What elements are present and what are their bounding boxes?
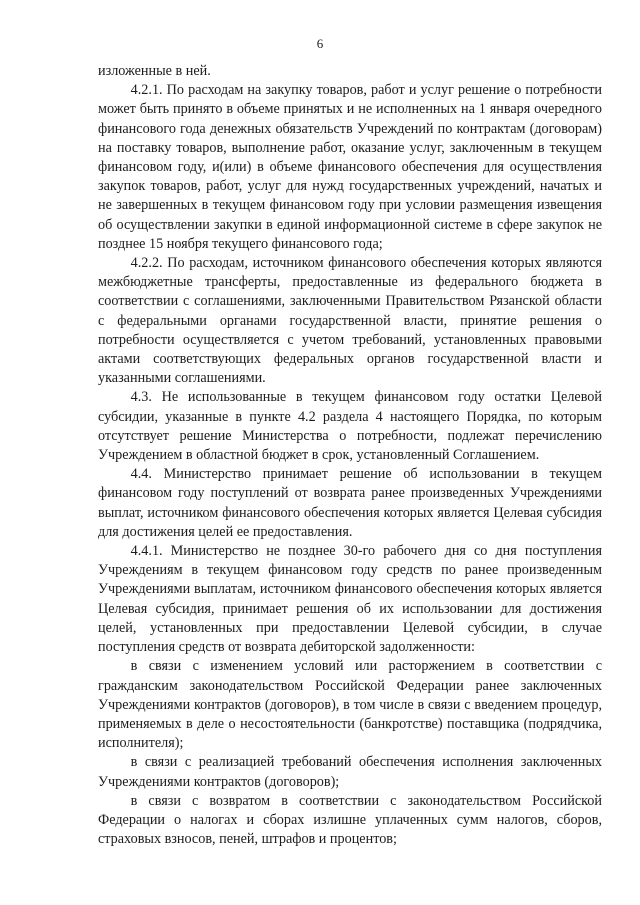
paragraph-4-4: 4.4. Министерство принимает решение об использовании в текущем финансовом году поступлений от возврата ранее произведенных Учреждениями выплат, источником финансового обеспечения которых является Целевая субсидия для достижения целей ее предоставления. — [98, 466, 602, 540]
paragraph-4-3: 4.3. Не использованные в текущем финансовом году остатки Целевой субсидии, указанные в пункте 4.2 раздела 4 настоящего Порядка, по которым отсутствует решение Министерства о потребности, подлежат перечислению Учреждением в областной бюджет в срок, установленный Соглашением. — [98, 389, 602, 464]
paragraph-4-4-1: 4.4.1. Министерство не позднее 30-го рабочего дня со дня поступления Учреждениям в текущем финансовом году средств по ранее произведенным Учреждениями выплатам, источником финансового обеспечения которых является Целевая субсидия, принимает решения об их использовании для достижения целей, установленных при предоставлении Целевой субсидии, в случае поступления средств от возврата дебиторской задолженности: — [98, 543, 602, 656]
list-item-contract-security: в связи с реализацией требований обеспечения исполнения заключенных Учреждениями контрактов (договоров); — [98, 754, 602, 790]
paragraph-4-2-1: 4.2.1. По расходам на закупку товаров, работ и услуг решение о потребности может быть принято в объеме принятых и не исполненных на 1 января очередного финансового года денежных обязательств Учреждений по контрактам (договорам) на поставку товаров, выполнение работ, оказание услуг, заключенным в текущем финансовом году, и(или) в объеме финансового обеспечения для осуществления закупок товаров, работ, услуг для нужд государственных учреждений, начатых и не завершенных в текущем финансовом году при условии размещения извещения об осуществлении закупки в единой информационной системе в сфере закупок не позднее 15 ноября текущего финансового года; — [98, 82, 602, 252]
list-item-contract-termination: в связи с изменением условий или расторжением в соответствии с гражданским законодательством Российской Федерации ранее заключенных Учреждениями контрактов (договоров), в том числе в связи с введением процедур, применяемых в деле о несостоятельности (банкротстве) поставщика (подрядчика, исполнителя); — [98, 658, 602, 752]
list-item-tax-refund: в связи с возвратом в соответствии с законодательством Российской Федерации о налогах и сборах излишне уплаченных сумм налогов, сборов, страховых взносов, пеней, штрафов и процентов; — [98, 792, 602, 848]
paragraph-continuation: изложенные в ней. — [98, 63, 211, 79]
page-number: 6 — [316, 36, 324, 51]
paragraph-4-2-2: 4.2.2. По расходам, источником финансового обеспечения которых являются межбюджетные трансферты, предоставленные из федерального бюджета в соответствии с соглашениями, заключенными Правительством Рязанской области с федеральными органами государственной власти, принятие решения о потребности осуществляется с учетом требований, установленных правовыми актами соответствующих федеральных органов государственной власти и указанными соглашениями. — [98, 255, 602, 387]
document-body — [98, 62, 602, 849]
